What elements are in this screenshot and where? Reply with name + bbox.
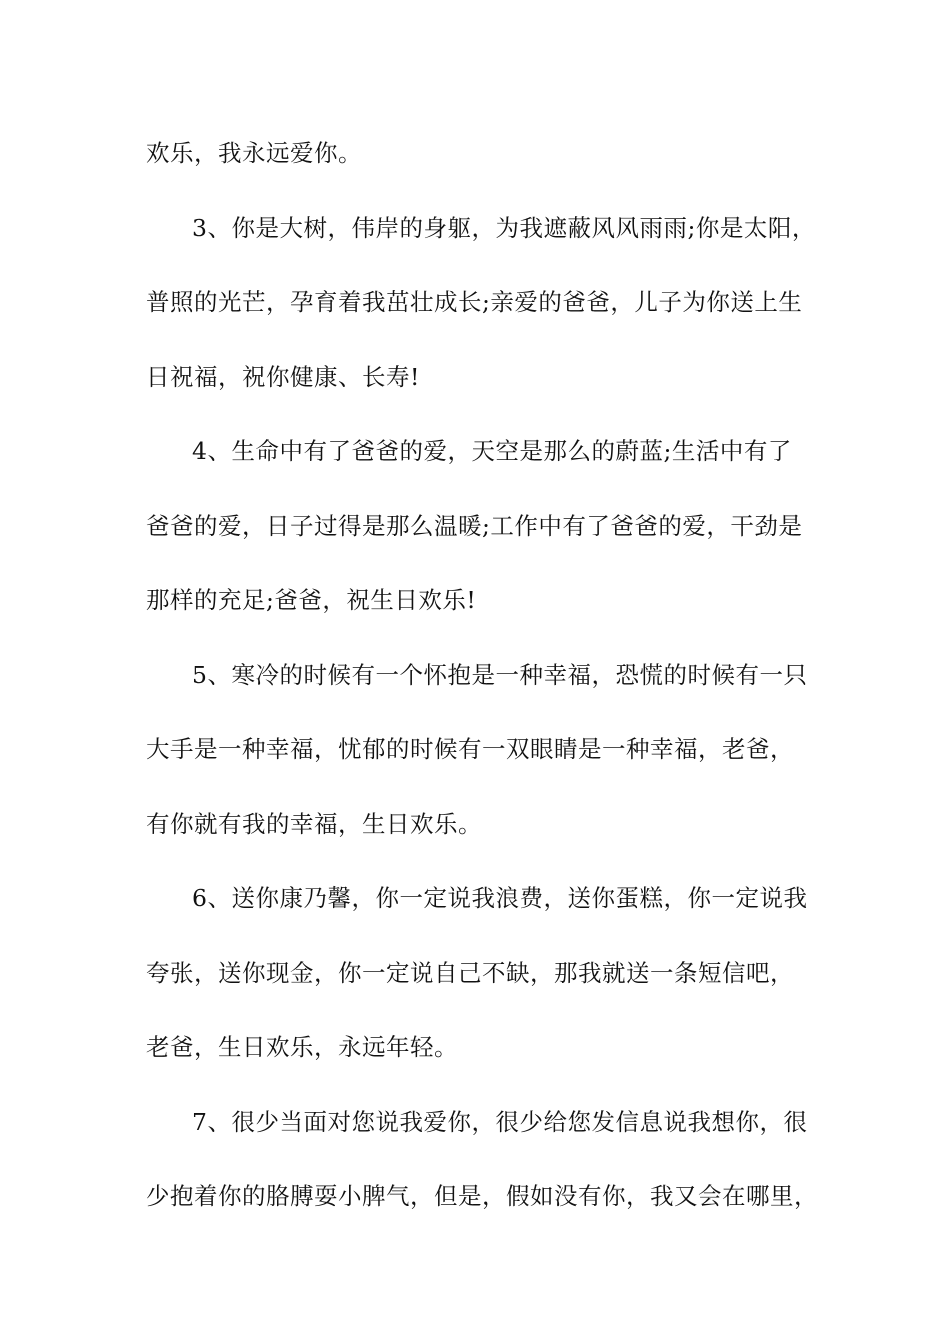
paragraph-7-line-1: 7、很少当面对您说我爱你，很少给您发信息说我想你，很 <box>192 1108 808 1136</box>
text-line: 欢乐，我永远爱你。 <box>146 139 362 167</box>
text-line: 少抱着你的胳膊耍小脾气，但是，假如没有你，我又会在哪里， <box>146 1182 818 1210</box>
paragraph-4-line-1: 4、生命中有了爸爸的爱，天空是那么的蔚蓝;生活中有了 <box>192 437 792 465</box>
text-line: 夸张，送你现金，你一定说自己不缺，那我就送一条短信吧， <box>146 959 794 987</box>
text-line: 大手是一种幸福，忧郁的时候有一双眼睛是一种幸福，老爸， <box>146 735 794 763</box>
text-line: 普照的光芒，孕育着我茁壮成长;亲爱的爸爸，儿子为你送上生 <box>146 288 803 316</box>
text-line: 老爸，生日欢乐，永远年轻。 <box>146 1033 458 1061</box>
text-line: 有你就有我的幸福，生日欢乐。 <box>146 810 482 838</box>
paragraph-3-line-1: 3、你是大树，伟岸的身躯，为我遮蔽风风雨雨;你是太阳， <box>192 214 816 242</box>
paragraph-6-line-1: 6、送你康乃馨，你一定说我浪费，送你蛋糕，你一定说我 <box>192 884 808 912</box>
text-line: 那样的充足;爸爸，祝生日欢乐! <box>146 586 477 614</box>
paragraph-5-line-1: 5、寒冷的时候有一个怀抱是一种幸福，恐慌的时候有一只 <box>192 661 808 689</box>
text-line: 日祝福，祝你健康、长寿! <box>146 363 420 391</box>
text-line: 爸爸的爱，日子过得是那么温暖;工作中有了爸爸的爱，干劲是 <box>146 512 803 540</box>
